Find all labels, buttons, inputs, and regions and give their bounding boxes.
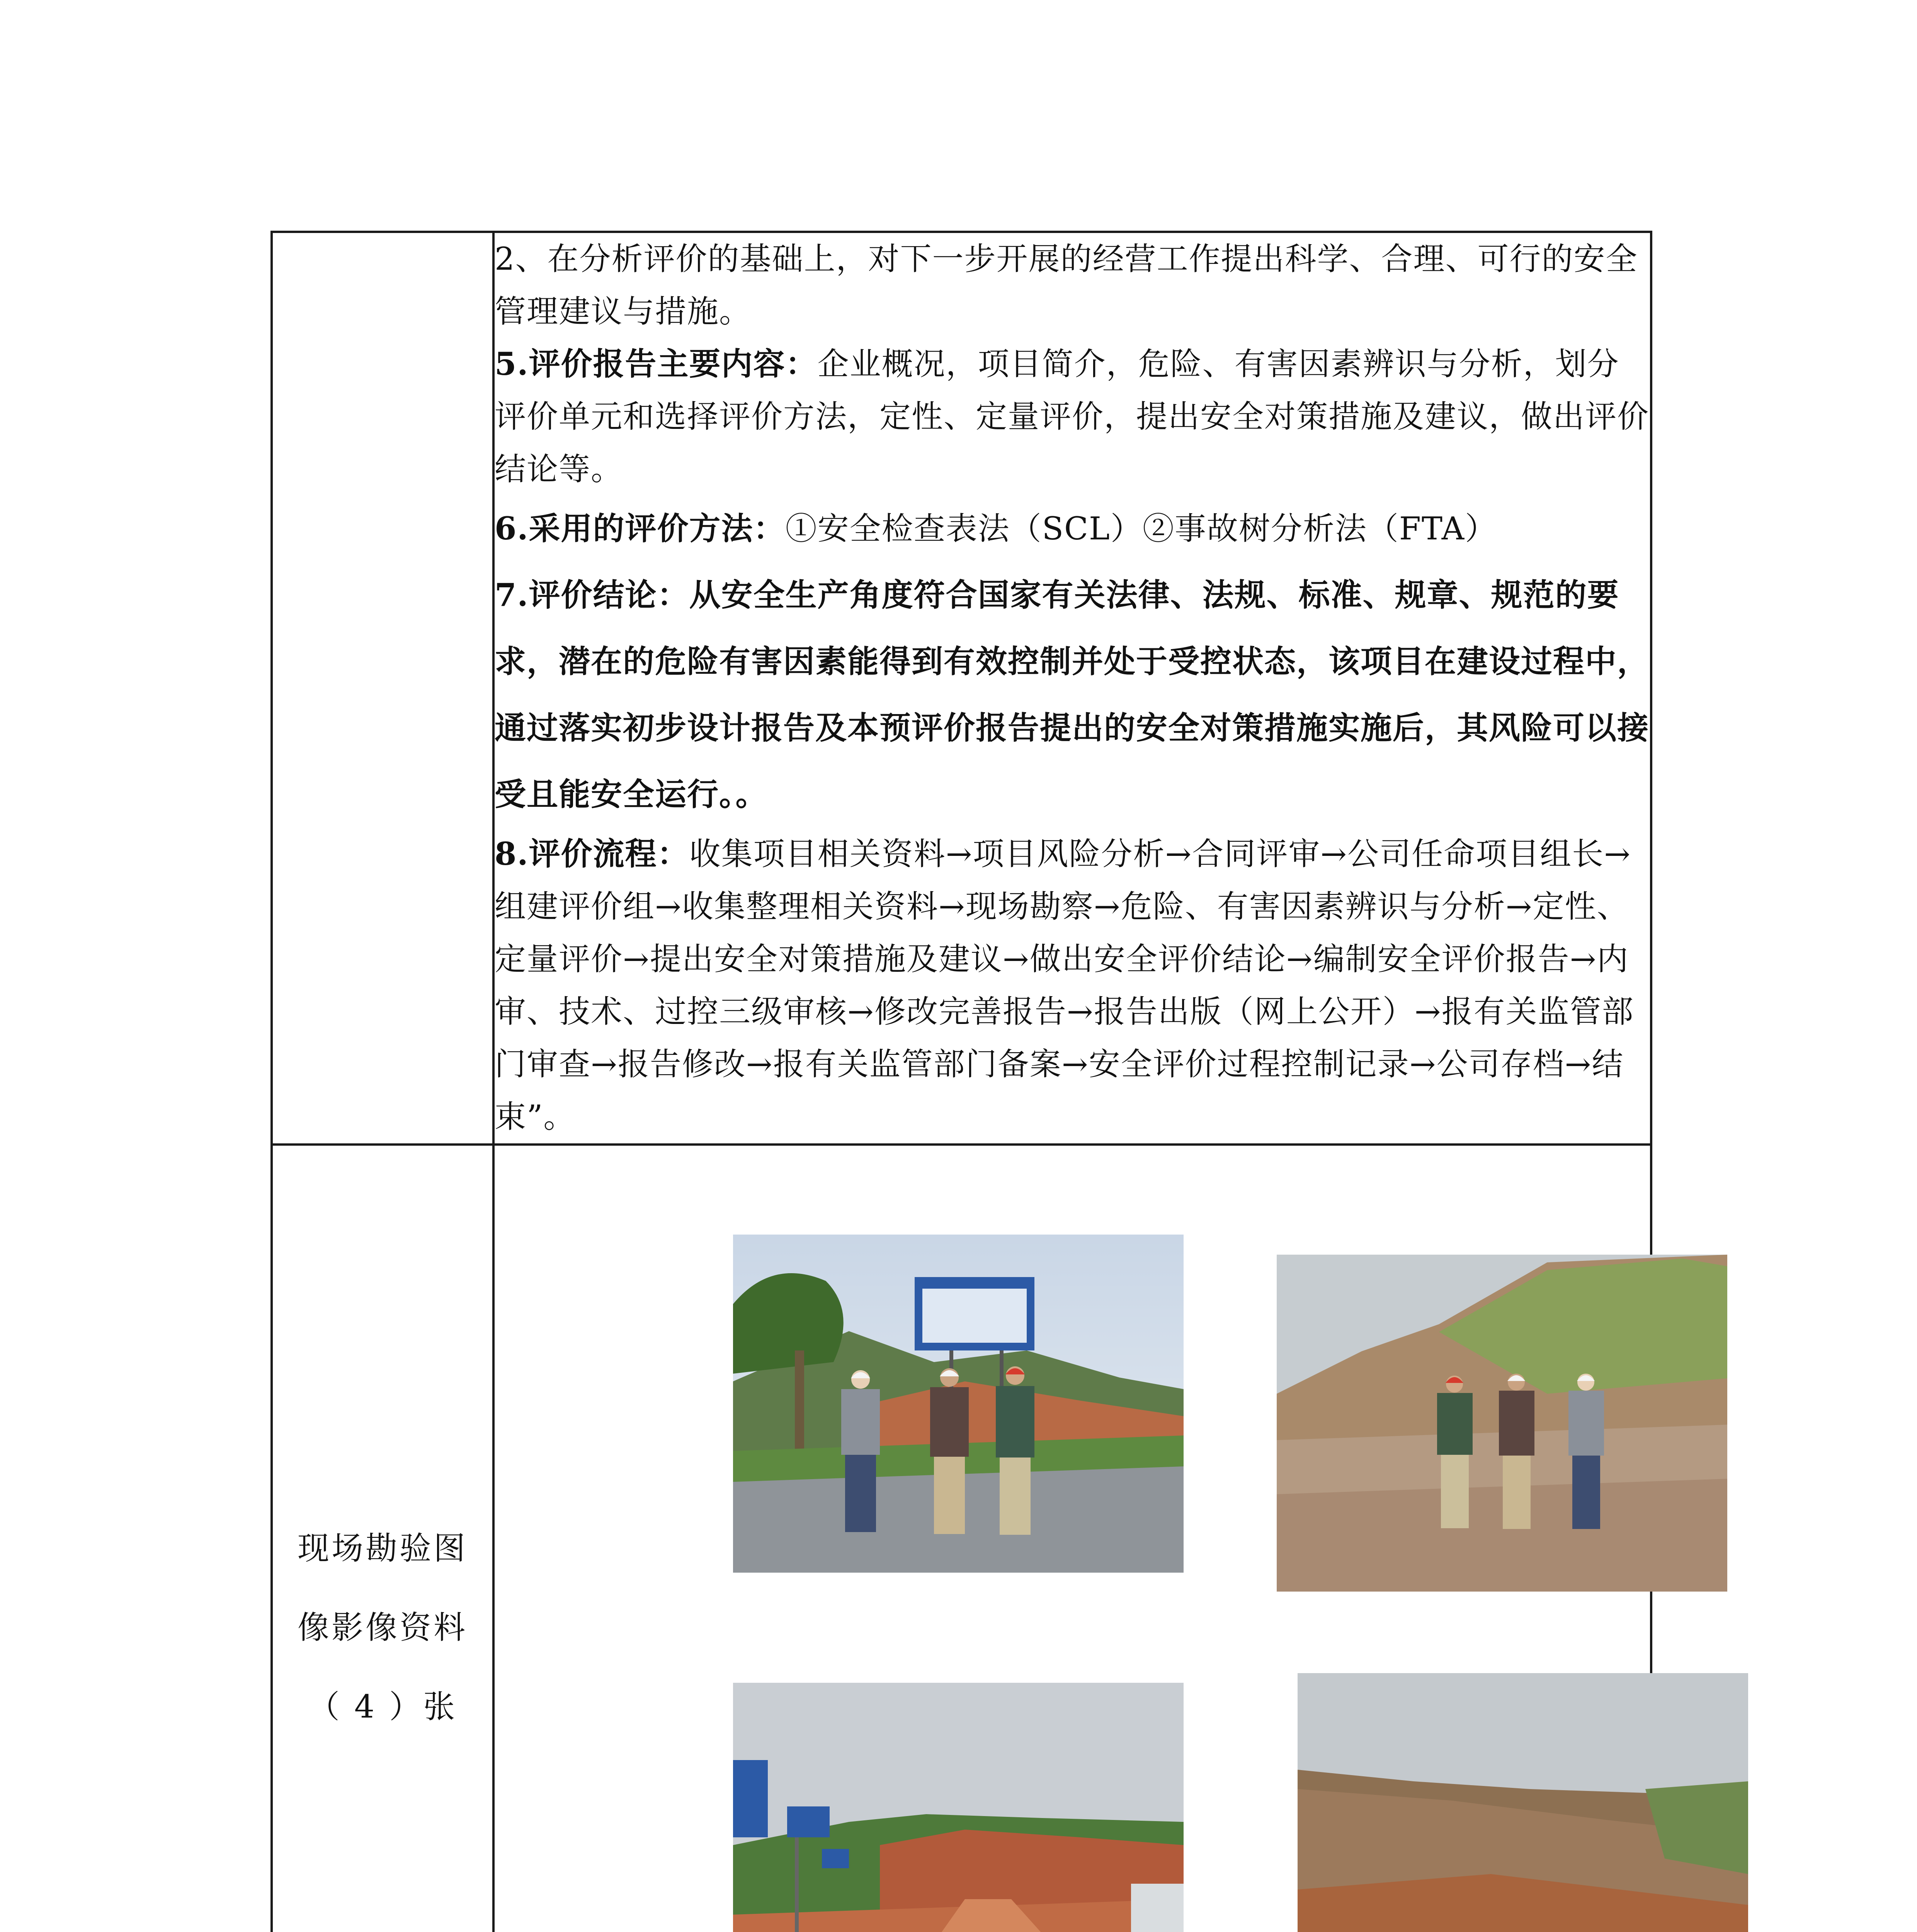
site-photo-excavated-hillside — [1298, 1673, 1748, 1932]
paragraph-methods — [495, 503, 1650, 555]
process-label: 8.评价流程： — [495, 836, 689, 872]
conclusion-label: 7.评价结论： — [495, 577, 689, 614]
photo-label-line: 像影像资料 — [297, 1609, 468, 1646]
content-cell — [493, 232, 1651, 1145]
photo-label-cell — [272, 1145, 493, 1932]
paragraph-conclusion — [495, 562, 1650, 828]
site-photo-group-on-slope — [1277, 1255, 1727, 1592]
report-contents-text: 企业概况，项目简介，危险、有害因素辨识与分析，划分评价单元和选择评价方法，定性、定量评价，提出安全对策措施及建议，做出评价结论等。 — [495, 346, 1650, 488]
methods-text: ①安全检查表法（SCL）②事故树分析法（FTA） — [785, 511, 1497, 547]
paragraph-process — [495, 828, 1650, 1143]
table-row — [272, 232, 1651, 1145]
photo-label-line: 现场勘验图 — [297, 1530, 468, 1567]
photo-count-label: （ 4 ）张 — [308, 1688, 458, 1725]
process-text: 收集项目相关资料→项目风险分析→合同评审→公司任命项目组长→组建评价组→收集整理相关资料→现场勘察→危险、有害因素辨识与分析→定性、定量评价→提出安全对策措施及建议→做出安全评价结论→编制安全评价报告→内审、技术、过控三级审核→修改完善报告→报告出版（网上公开）→报有关监管部门审查→报告修改→报有关监管部门备案→安全评价过程控制记录→公司存档→结束”。 — [495, 836, 1634, 1135]
table-row — [272, 1145, 1651, 1932]
paragraph-report-contents — [495, 338, 1650, 496]
site-photo-dirt-road-with-signs — [733, 1683, 1184, 1932]
report-contents-label: 5.评价报告主要内容： — [495, 346, 818, 383]
paragraph-analysis: 2、在分析评价的基础上，对下一步开展的经营工作提出科学、合理、可行的安全管理建议与措施。 — [495, 241, 1638, 330]
report-table — [270, 231, 1652, 1932]
methods-label: 6.采用的评价方法： — [495, 510, 786, 547]
photo-area — [493, 1145, 1651, 1932]
conclusion-text: 从安全生产角度符合国家有关法律、法规、标准、规章、规范的要求，潜在的危险有害因素能得到有效控制并处于受控状态，该项目在建设过程中，通过落实初步设计报告及本预评价报告提出的安全对策措施实施后，其风险可以接受且能安全运行。。 — [495, 577, 1650, 813]
site-photo-group-with-signboard — [733, 1235, 1184, 1573]
empty-label-cell — [272, 232, 493, 1145]
